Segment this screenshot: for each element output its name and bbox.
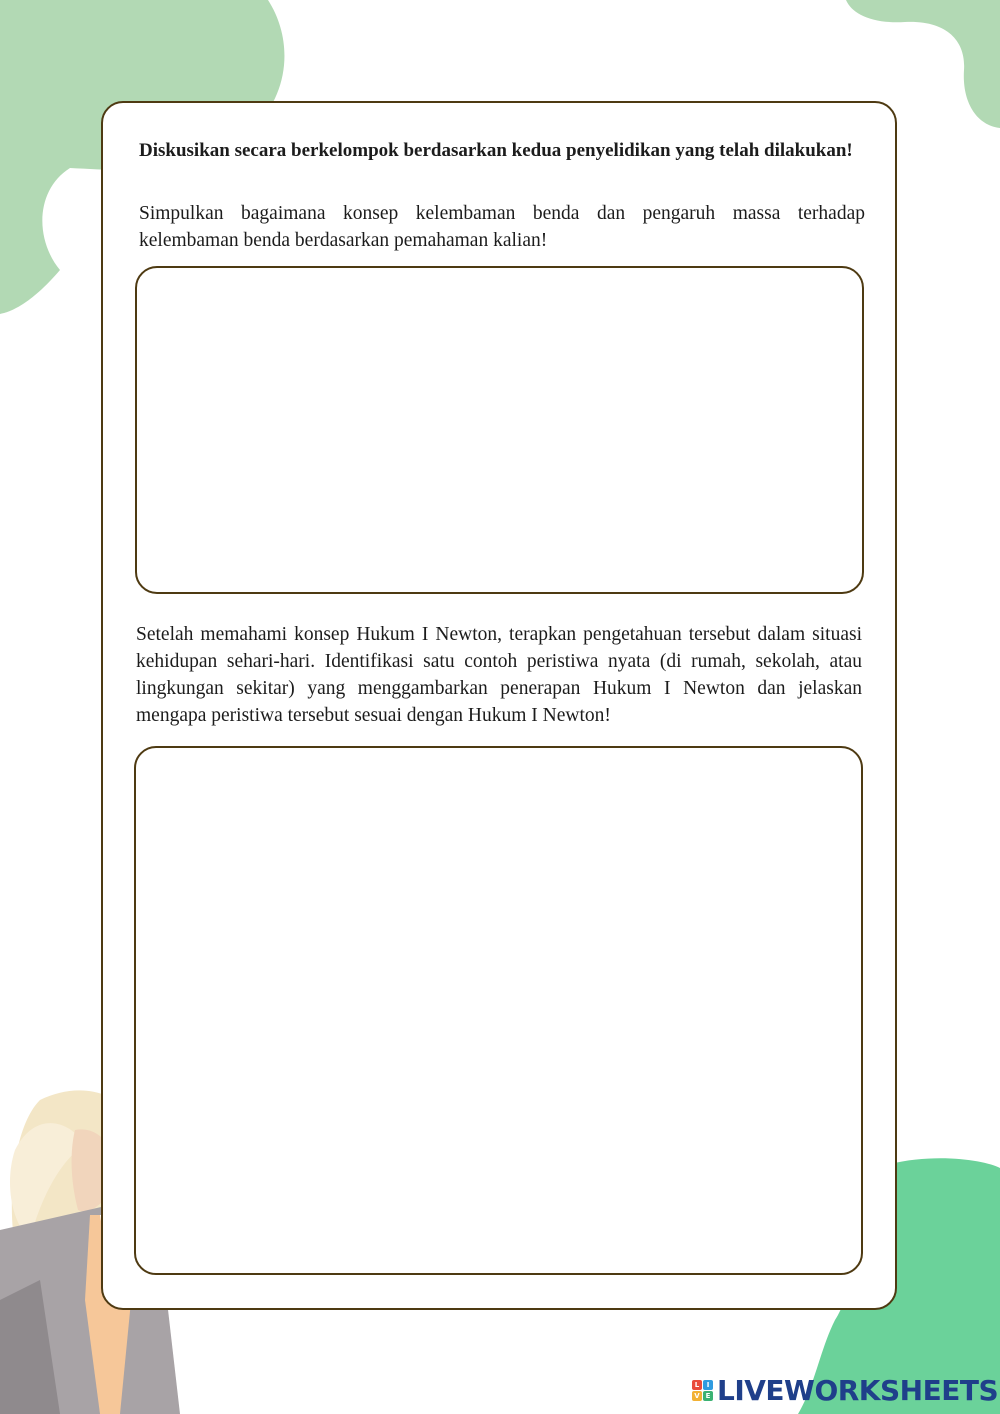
liveworksheets-logo <box>692 1374 998 1406</box>
answer-box-2[interactable] <box>134 746 863 1275</box>
logo-mark-i: I <box>703 1380 713 1390</box>
logo-mark-e: E <box>703 1391 713 1401</box>
logo-mark-v: V <box>692 1391 702 1401</box>
question-2-text: Setelah memahami konsep Hukum I Newton, terapkan pengetahuan tersebut dalam situasi kehidupan sehari-hari. Identifikasi satu contoh peristiwa nyata (di rumah, sekolah, atau lingkungan sekitar) yang menggambarkan penerapan Hukum I Newton dan jelaskan mengapa peristiwa tersebut sesuai dengan Hukum I Newton! <box>136 624 862 726</box>
liveworksheets-logo-text: LIVEWORKSHEETS <box>717 1373 999 1407</box>
liveworksheets-logo-icon <box>692 1380 713 1401</box>
instruction-heading: Diskusikan secara berkelompok berdasarkan kedua penyelidikan yang telah dilakukan! <box>139 140 853 161</box>
answer-box-1[interactable] <box>135 266 864 594</box>
logo-mark-l: L <box>692 1380 702 1390</box>
question-1-text: Simpulkan bagaimana konsep kelembaman benda dan pengaruh massa terhadap kelembaman benda berdasarkan pemahaman kalian! <box>139 203 865 251</box>
